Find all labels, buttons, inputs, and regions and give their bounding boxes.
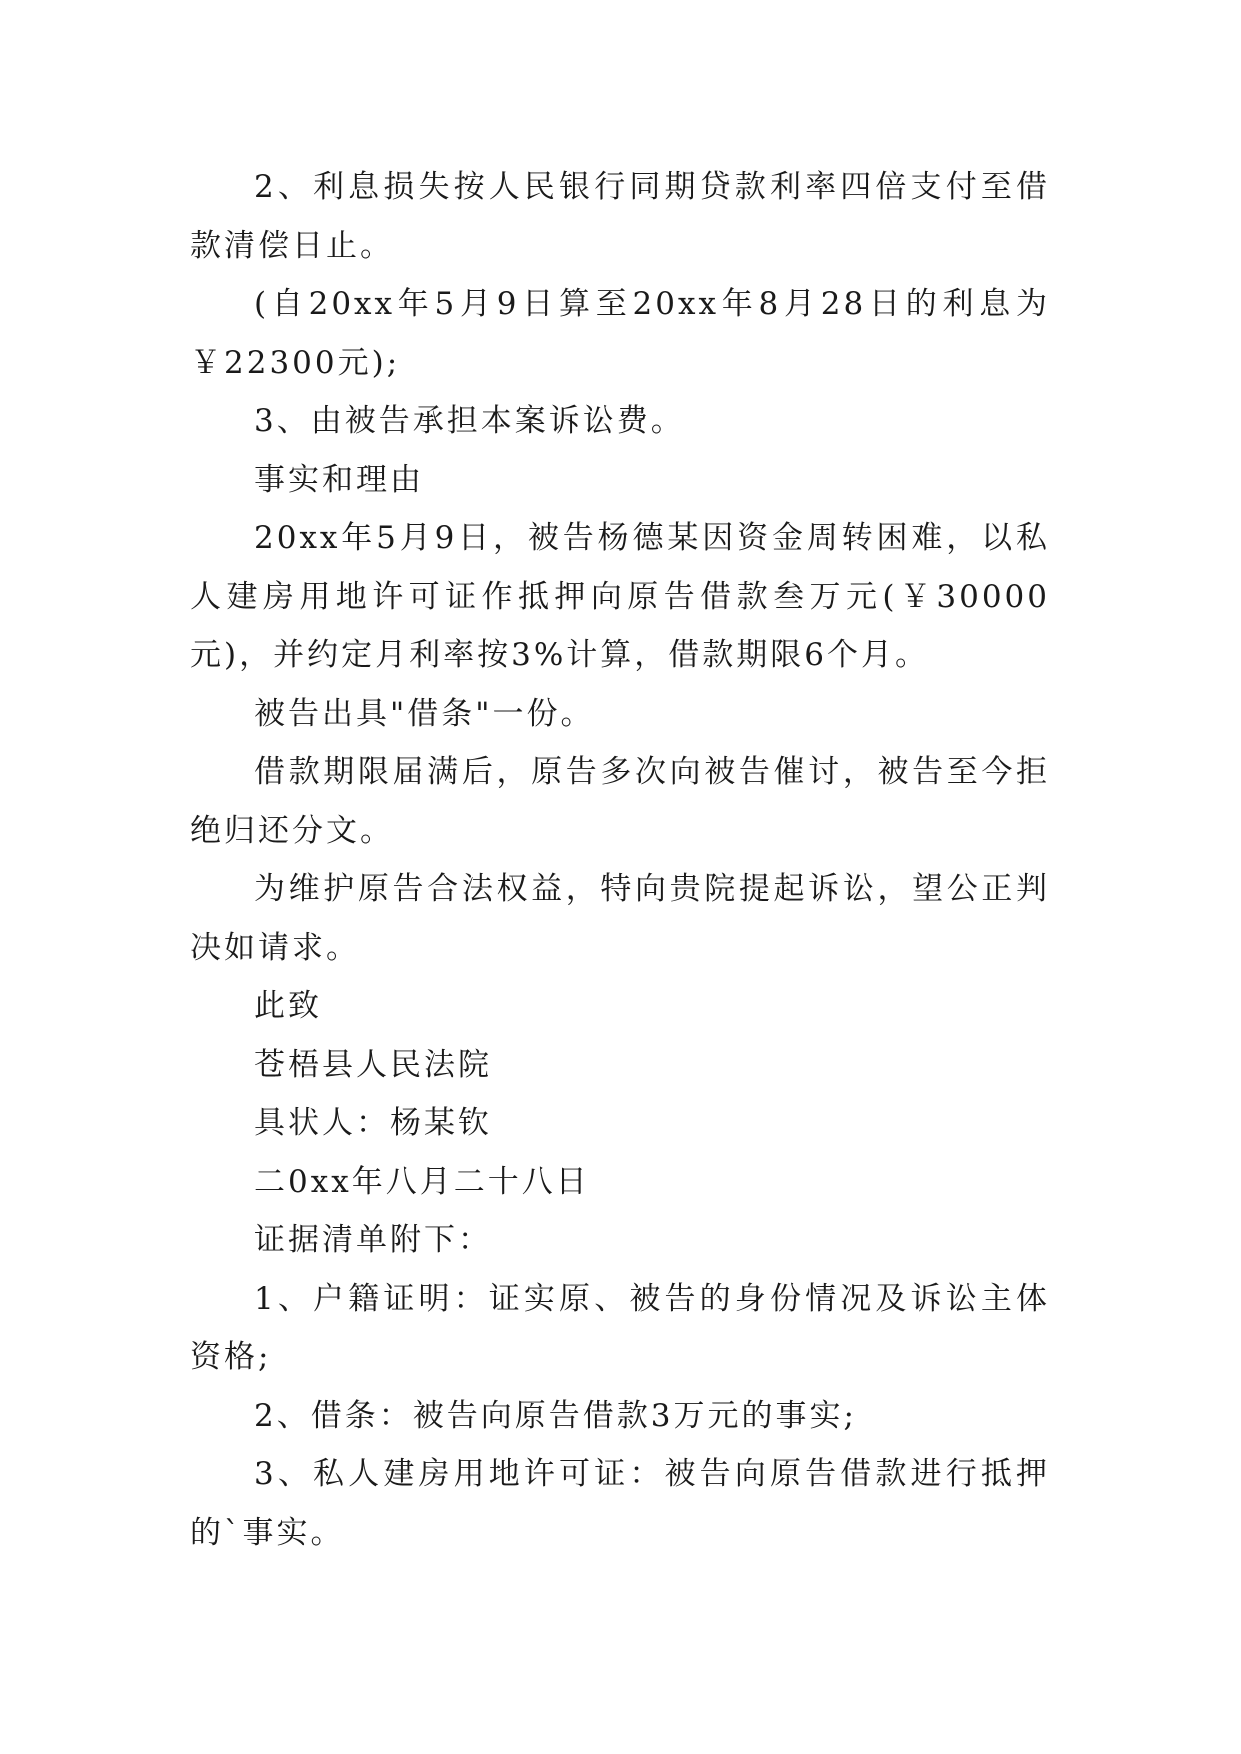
evidence-list-heading: 证据清单附下： — [254, 1222, 492, 1258]
facts-heading: 事实和理由 — [254, 461, 424, 498]
evidence-item-1: 1、户籍证明：证实原、被告的身份情况及诉讼主体资格; — [190, 1280, 1050, 1375]
document-date: 二0xx年八月二十八日 — [254, 1163, 590, 1200]
document-body — [190, 158, 1050, 1562]
facts-paragraph-loan: 20xx年5月9日，被告杨德某因资金周转困难，以私人建房用地许可证作抵押向原告借款叁万元(￥30000元)，并约定月利率按3%计算，借款期限6个月。 — [190, 520, 1050, 673]
salutation: 此致 — [254, 988, 322, 1024]
claim-item-3: 3、由被告承担本案诉讼费。 — [254, 403, 685, 439]
court-name: 苍梧县人民法院 — [254, 1046, 492, 1083]
facts-paragraph-request: 为维护原告合法权益，特向贵院提起诉讼，望公正判决如请求。 — [190, 871, 1050, 966]
facts-paragraph-refusal: 借款期限届满后，原告多次向被告催讨，被告至今拒绝归还分文。 — [190, 754, 1050, 849]
interest-note: (自20xx年5月9日算至20xx年8月28日的利息为￥22300元); — [190, 286, 1050, 381]
plaintiff-signature: 具状人：杨某钦 — [254, 1105, 492, 1141]
evidence-item-2: 2、借条：被告向原告借款3万元的事实; — [254, 1397, 857, 1434]
evidence-item-3: 3、私人建房用地许可证：被告向原告借款进行抵押的`事实。 — [190, 1456, 1050, 1551]
claim-item-2: 2、利息损失按人民银行同期贷款利率四倍支付至借款清偿日止。 — [190, 169, 1050, 264]
facts-paragraph-iou: 被告出具"借条"一份。 — [254, 695, 595, 732]
